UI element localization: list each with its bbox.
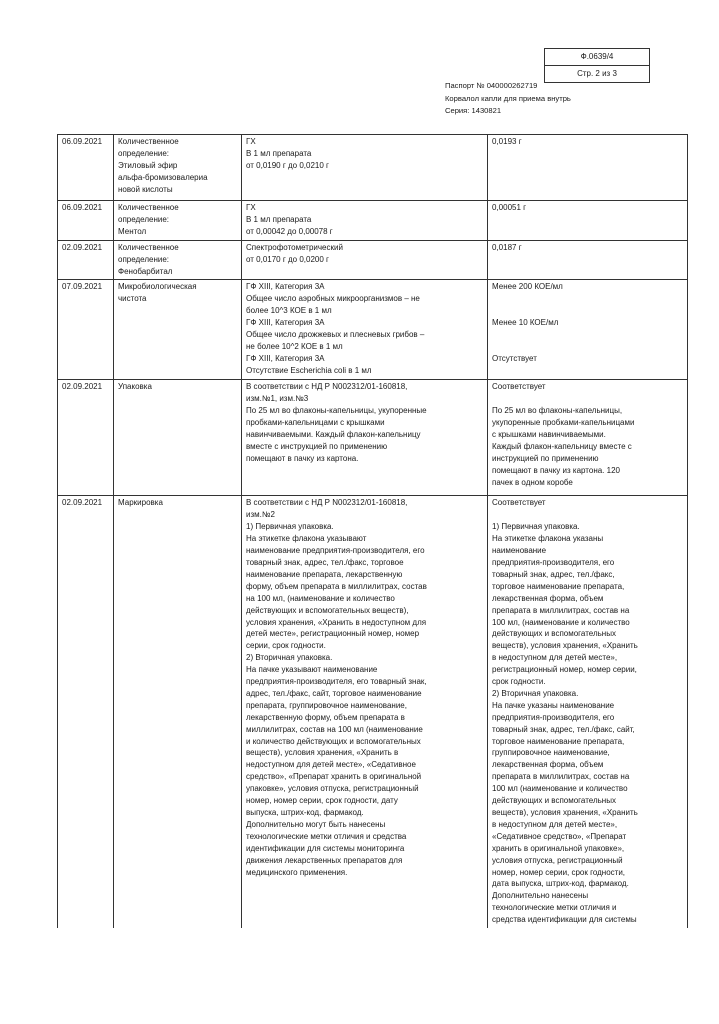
date-cell: 02.09.2021 [58, 380, 114, 496]
form-number-box [544, 48, 650, 83]
table-row [58, 240, 688, 280]
result-cell: 0,0193 г [488, 135, 688, 201]
result-cell: 0,00051 г [488, 201, 688, 241]
result-cell: Соответствует По 25 мл во флаконы-капельницы, укупоренные пробками-капельницами с крышками навинчиваемыми. Каждый флакон-капельницу вместе с инструкцией по применению помещают в пачку из картона. 120 пачек в одном коробе [488, 380, 688, 496]
date-cell: 06.09.2021 [58, 135, 114, 201]
result-cell: Менее 200 КОЕ/мл Менее 10 КОЕ/мл Отсутствует [488, 280, 688, 380]
indicator-cell: Количественное определение: Ментол [114, 201, 242, 241]
passport-info [445, 80, 571, 118]
requirement-cell: ГФ XIII, Категория 3А Общее число аэробных микроорганизмов – не более 10^3 КОЕ в 1 мл ГФ XIII, Категория 3А Общее число дрожжевых и плесневых грибов – не более 10^2 КОЕ в 1 мл ГФ XIII, Категория 3А Отсутствие Escherichia coli в 1 мл [242, 280, 488, 380]
requirement-cell: В соответствии с НД Р N002312/01-160818, изм.№1, изм.№3 По 25 мл во флаконы-капельницы, укупоренные пробками-капельницами с крышками навинчиваемыми. Каждый флакон-капельницу вместе с инструкцией по применению помещают в пачку из картона. [242, 380, 488, 496]
requirement-cell: ГХ В 1 мл препарата от 0,00042 до 0,00078 г [242, 201, 488, 241]
passport-number: Паспорт № 040000262719 [445, 81, 538, 90]
series-number: Серия: 1430821 [445, 106, 502, 115]
requirement-cell: ГХ В 1 мл препарата от 0,0190 г до 0,0210 г [242, 135, 488, 201]
requirement-cell: В соответствии с НД Р N002312/01-160818, изм.№2 1) Первичная упаковка. На этикетке флакона указывают наименование предприятия-производителя, его товарный знак, адрес, тел./факс, торговое наименование препарата, лекарственную форму, объем препарата в миллилитрах, состав на 100 мл, (наименование и количество действующих и вспомогательных веществ), условия хранения, «Хранить в недоступном для детей месте», регистрационный номер, номер серии, срок годности. 2) Вторичная упаковка. На пачке указывают наименование предприятия-производителя, его товарный знак, адрес, тел./факс, сайт, торговое наименование препарата, группировочное наименование, лекарственную форму, объем препарата в миллилитрах, состав на 100 мл (наименование и количество действующих и вспомогательных веществ), условия хранения, «Хранить в недоступном для детей месте», «Седативное средство», «Препарат хранить в оригинальной упаковке», условия отпуска, регистрационный номер, номер серии, срок годности, дату выпуска, штрих-код, фармакод. Дополнительно могут быть нанесены технологические метки отличия и средства идентификации для системы мониторинга движения лекарственных препаратов для медицинского применения. [242, 496, 488, 928]
page-label: Стр. 2 из 3 [545, 65, 649, 82]
indicator-cell: Микробиологическая чистота [114, 280, 242, 380]
result-cell: 0,0187 г [488, 240, 688, 280]
date-cell: 02.09.2021 [58, 240, 114, 280]
table-row [58, 201, 688, 241]
date-cell: 02.09.2021 [58, 496, 114, 928]
indicator-cell: Количественное определение: Этиловый эфир альфа-бромизовалериа новой кислоты [114, 135, 242, 201]
date-cell: 06.09.2021 [58, 201, 114, 241]
result-cell: Соответствует 1) Первичная упаковка. На этикетке флакона указаны наименование предприятия-производителя, его товарный знак, адрес, тел./факс, торговое наименование препарата, лекарственная форма, объем препарата в миллилитрах, состав на 100 мл, (наименование и количество действующих и вспомогательных веществ), условия хранения, «Хранить в недоступном для детей месте», регистрационный номер, номер серии, срок годности. 2) Вторичная упаковка. На пачке указаны наименование предприятия-производителя, его товарный знак, адрес, тел./факс, сайт, торговое наименование препарата, группировочное наименование, лекарственная форма, объем препарата в миллилитрах, состав на 100 мл (наименование и количество действующих и вспомогательных веществ), условия хранения, «Хранить в недоступном для детей месте», «Седативное средство», «Препарат хранить в оригинальной упаковке», условия отпуска, регистрационный номер, номер серии, срок годности, дата выпуска, штрих-код, фармакод. Дополнительно нанесены технологические метки отличия и средства идентификации для системы [488, 496, 688, 928]
indicator-cell: Маркировка [114, 496, 242, 928]
form-number: Ф.0639/4 [580, 52, 614, 61]
product-name: Корвалол капли для приема внутрь [445, 93, 571, 103]
indicator-cell: Количественное определение: Фенобарбитал [114, 240, 242, 280]
results-table [57, 134, 688, 928]
indicator-cell: Упаковка [114, 380, 242, 496]
requirement-cell: Спектрофотометрический от 0,0170 г до 0,0200 г [242, 240, 488, 280]
date-cell: 07.09.2021 [58, 280, 114, 380]
table-row [58, 380, 688, 496]
table-row [58, 280, 688, 380]
table-row [58, 135, 688, 201]
table-row [58, 496, 688, 928]
